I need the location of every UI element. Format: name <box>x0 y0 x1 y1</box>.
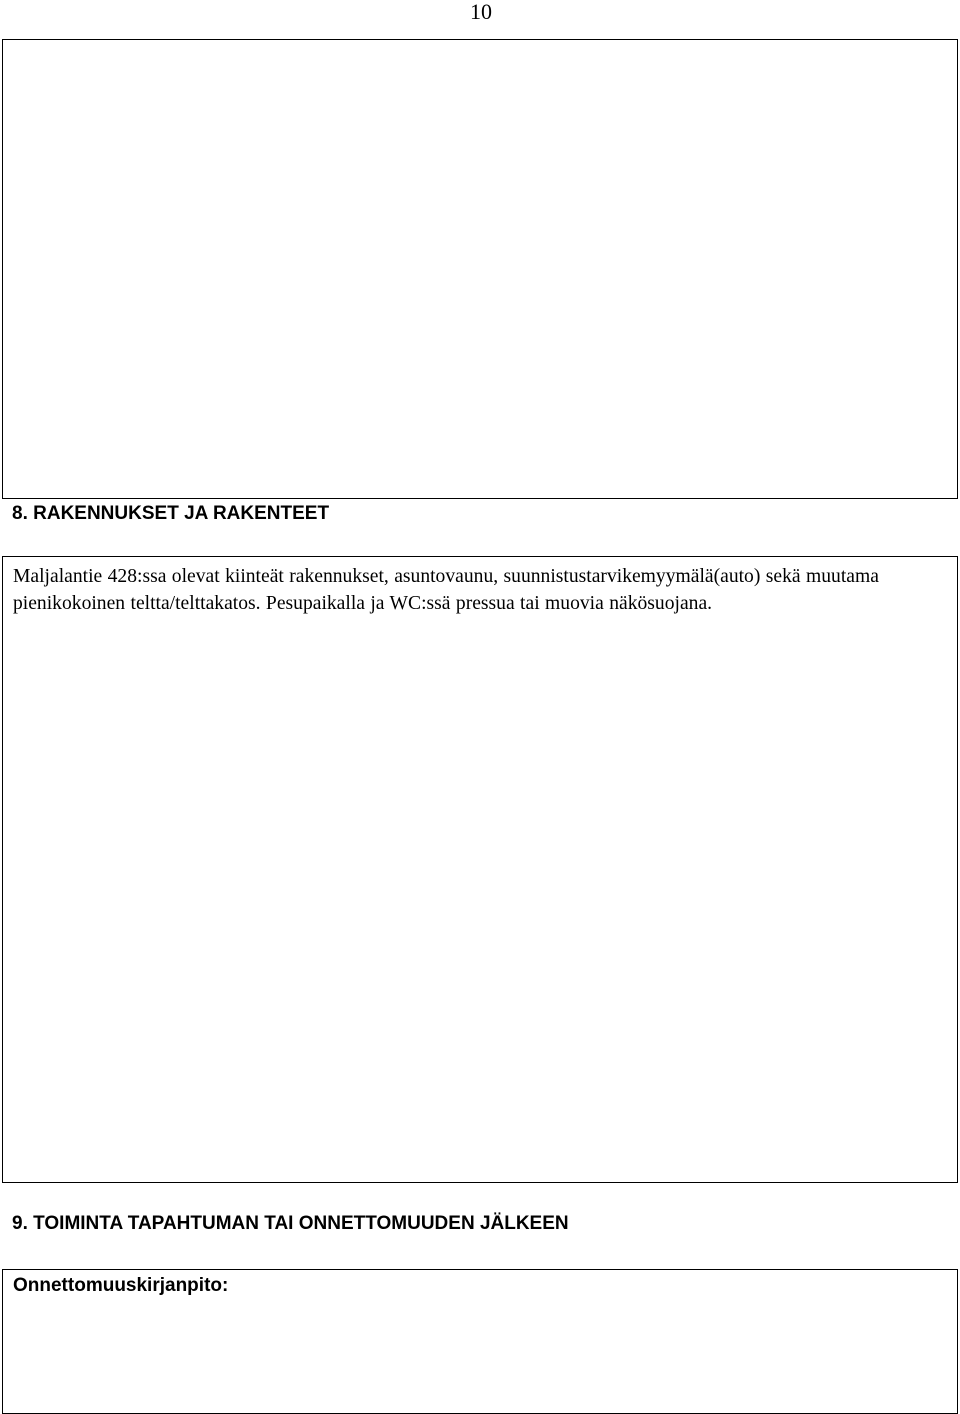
section-8-content-box <box>2 556 958 1183</box>
section-8-body-text: Maljalantie 428:ssa olevat kiinteät rakennukset, asuntovaunu, suunnistustarvikemyymälä(auto) sekä muutama pienikokoinen teltta/telttakatos. Pesupaikalla ja WC:ssä pressua tai muovia näkösuojana. <box>13 566 879 614</box>
empty-content-box <box>2 39 958 499</box>
accident-records-subheading: Onnettomuuskirjanpito: <box>13 1275 229 1296</box>
section-9-heading: 9. TOIMINTA TAPAHTUMAN TAI ONNETTOMUUDEN JÄLKEEN <box>12 1213 569 1234</box>
section-9-content-box <box>2 1269 958 1414</box>
page-number: 10 <box>470 0 492 24</box>
section-8-heading: 8. RAKENNUKSET JA RAKENTEET <box>12 503 330 524</box>
